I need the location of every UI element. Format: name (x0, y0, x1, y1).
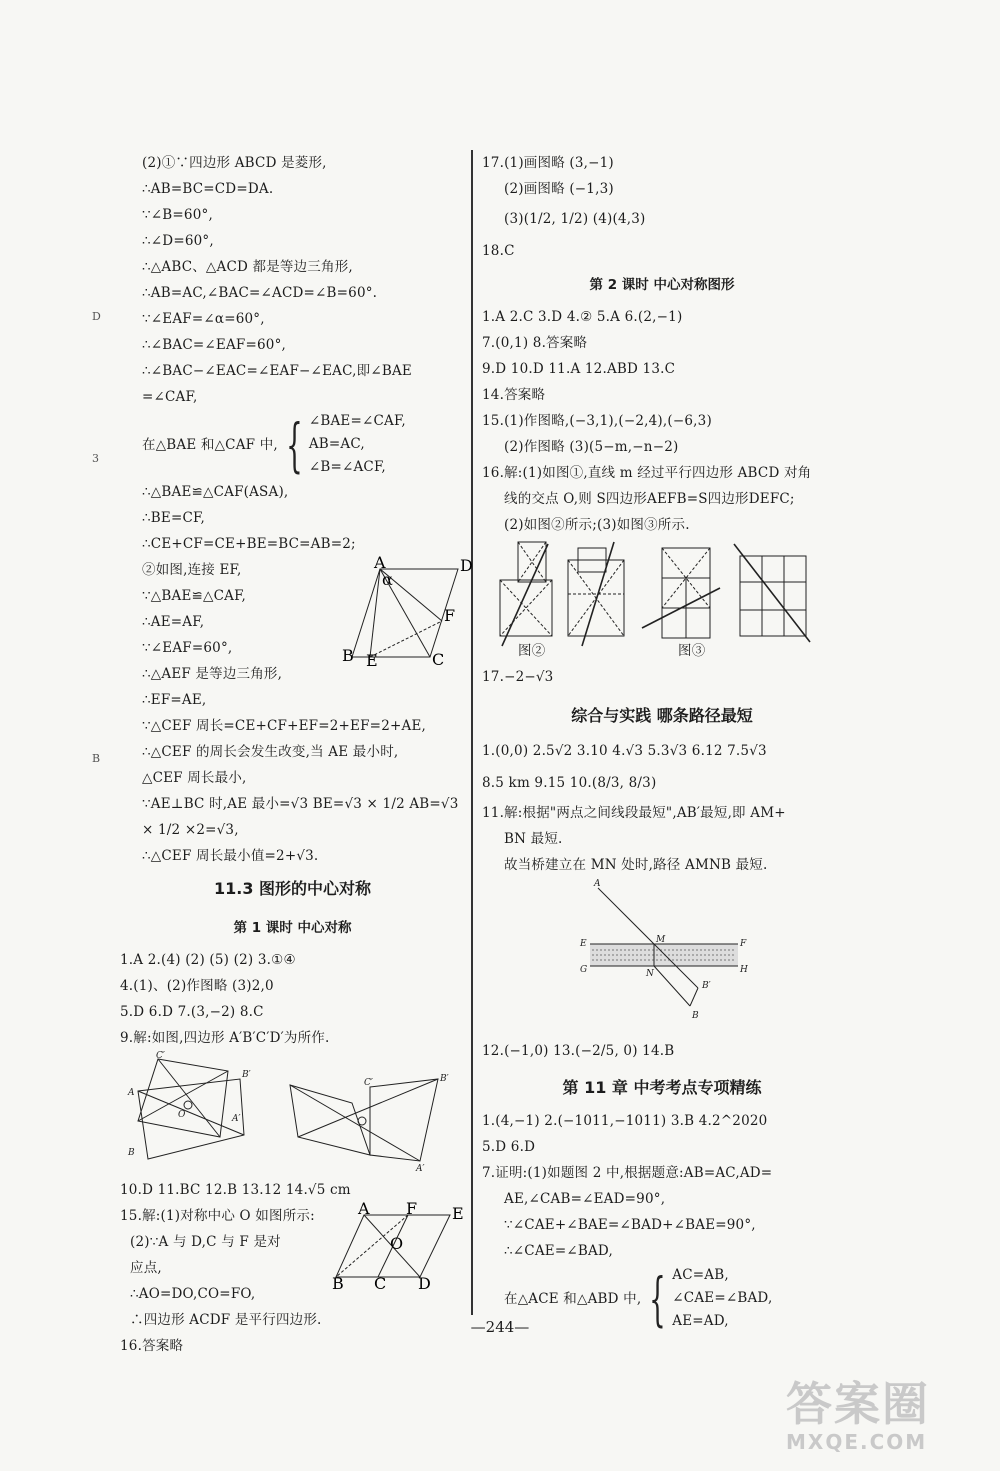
svg-text:B: B (332, 1274, 344, 1293)
answer-line: 8.5 km 9.15 10.(8/3, 8/3) (482, 775, 657, 791)
text-line: ∴BE=CF, (142, 510, 205, 526)
answer-line: 5.D 6.D 7.(3,−2) 8.C (120, 1004, 264, 1020)
answer-line: 1.(4,−1) 2.(−1011,−1011) 3.B 4.2^2020 (482, 1113, 768, 1129)
svg-text:C′: C′ (156, 1051, 165, 1061)
condition: AB=AC, (308, 436, 365, 452)
svg-text:A: A (358, 1199, 370, 1218)
svg-text:B′: B′ (440, 1074, 449, 1084)
svg-text:M: M (656, 935, 666, 945)
condition: AE=AD, (672, 1313, 729, 1329)
answer-line: 4.(1)、(2)作图略 (3)2,0 (120, 978, 274, 994)
answer-line: 15.(1)作图略,(−3,1),(−2,4),(−6,3) (482, 413, 712, 429)
answer-line: (2)∵A 与 D,C 与 F 是对 (130, 1234, 281, 1250)
text-line: (2)①∵四边形 ABCD 是菱形, (142, 155, 327, 171)
svg-text:O: O (178, 1110, 186, 1120)
q15-block (120, 1199, 465, 1333)
point-label-b: B (342, 646, 354, 665)
svg-text:B′: B′ (702, 981, 711, 991)
svg-text:A′: A′ (416, 1164, 425, 1174)
text-line: ∵∠B=60°, (142, 207, 213, 223)
margin-mark: D (92, 310, 101, 323)
answer-line: 7.证明:(1)如题图 2 中,根据题意:AB=AC,AD= (482, 1165, 773, 1181)
point-label-a: A (374, 553, 386, 572)
svg-text:O: O (390, 1234, 404, 1253)
text-line: ∵△CEF 周长=CE+CF+EF=2+EF=2+AE, (142, 718, 426, 734)
point-label-f: F (444, 606, 456, 625)
answer-line: (3)(1/2, 1/2) (4)(4,3) (504, 211, 646, 227)
text-line: ∴△BAE≌△CAF(ASA), (142, 484, 289, 500)
conditions-prefix: 在△ACE 和△ABD 中, (504, 1290, 642, 1307)
text-line: ∴EF=AE, (142, 692, 207, 708)
text-line: ∴△CEF 周长最小值=2+√3. (142, 848, 319, 864)
svg-text:N: N (646, 969, 654, 979)
answer-line: (2)作图略 (3)(5−m,−n−2) (504, 439, 679, 455)
answer-line: 故当桥建立在 MN 处时,路径 AMNB 最短. (504, 857, 768, 873)
conditions-list (309, 410, 406, 479)
svg-text:A: A (128, 1088, 135, 1098)
answer-line: 9.D 10.D 11.A 12.ABD 13.C (482, 361, 676, 377)
svg-text:C: C (374, 1274, 387, 1293)
text-line: ∴△CEF 的周长会发生改变,当 AE 最小时, (142, 744, 399, 760)
margin-mark: 3 (92, 452, 99, 465)
condition: AC=AB, (672, 1267, 729, 1283)
answer-line: 11.解:根据"两点之间线段最短",AB′最短,即 AM+ (482, 805, 786, 821)
answer-line: 1.A 2.C 3.D 4.② 5.A 6.(2,−1) (482, 309, 683, 325)
svg-text:B′: B′ (242, 1070, 251, 1080)
watermark-url: MXQE.COM (786, 1430, 928, 1454)
svg-text:E: E (580, 939, 587, 949)
figure-caption: 图③ (678, 643, 706, 659)
answer-line: 应点, (130, 1260, 162, 1276)
svg-text:A: A (594, 879, 601, 889)
svg-text:B: B (128, 1148, 135, 1158)
right-column (482, 150, 842, 1333)
svg-text:D: D (418, 1274, 431, 1293)
svg-text:F: F (406, 1199, 418, 1218)
svg-text:A′: A′ (232, 1114, 241, 1124)
answer-line: (2)画图略 (−1,3) (504, 181, 614, 197)
answer-line: 9.解:如图,四边形 A′B′C′D′为所作. (120, 1030, 330, 1046)
text-line: ∴∠BAC=∠EAF=60°, (142, 337, 287, 353)
answer-line: 线的交点 O,则 S四边形AEFB=S四边形DEFC; (504, 491, 795, 507)
answer-line: 1.(0,0) 2.5√2 3.10 4.√3 5.3√3 6.12 7.5√3 (482, 743, 767, 759)
point-label-e: E (366, 651, 378, 670)
section-title: 11.3 图形的中心对称 (213, 879, 372, 898)
point-label-c: C (432, 650, 445, 669)
svg-text:E: E (452, 1204, 464, 1223)
lesson-title: 第 1 课时 中心对称 (233, 920, 352, 936)
text-line: ∴∠BAC−∠EAC=∠EAF−∠EAC,即∠BAE (142, 363, 412, 379)
answer-line: 16.答案略 (120, 1338, 184, 1354)
text-line: ∴CE+CF=CE+BE=BC=AB=2; (142, 536, 356, 552)
section-title: 综合与实践 哪条路径最短 (571, 706, 753, 725)
text-line: ∴∠D=60°, (142, 233, 214, 249)
answer-line: 7.(0,1) 8.答案略 (482, 335, 588, 351)
answer-line: 16.解:(1)如图①,直线 m 经过平行四边形 ABCD 对角 (482, 465, 812, 481)
text-line: × 1/2 ×2=√3, (142, 822, 239, 838)
point-label-d: D (460, 556, 473, 575)
text-line: ∴△AEF 是等边三角形, (142, 666, 283, 682)
text-line: =∠CAF, (142, 389, 198, 405)
parallelogram-figure (332, 1199, 464, 1295)
svg-text:B: B (692, 1011, 699, 1021)
answer-line: BN 最短. (504, 831, 563, 847)
left-column (120, 150, 473, 1359)
figure-caption: 图② (518, 643, 546, 659)
lesson-title: 第 2 课时 中心对称图形 (589, 277, 735, 293)
text-line: ∴AB=BC=CD=DA. (142, 181, 274, 197)
answer-line: ∴AO=DO,CO=FO, (130, 1286, 256, 1302)
answer-line: 15.解:(1)对称中心 O 如图所示: (120, 1208, 315, 1224)
symmetry-figures (120, 1051, 465, 1177)
rhombus-figure (330, 553, 473, 670)
answer-line: AE,∠CAB=∠EAD=90°, (504, 1191, 666, 1207)
condition: ∠B=∠ACF, (308, 459, 386, 475)
triangle-conditions (120, 410, 465, 479)
conditions-prefix: 在△BAE 和△CAF 中, (142, 436, 278, 453)
text-line: ∵AE⊥BC 时,AE 最小=√3 BE=√3 × 1/2 AB=√3 (142, 796, 459, 812)
answer-line: 18.C (482, 243, 515, 259)
text-line: ∵△BAE≌△CAF, (142, 588, 247, 604)
condition: ∠BAE=∠CAF, (308, 413, 406, 429)
column-divider (471, 150, 473, 1315)
answer-line: 12.(−1,0) 13.(−2/5, 0) 14.B (482, 1043, 675, 1059)
watermark-logo (786, 1368, 986, 1463)
text-line: ∴AE=AF, (142, 614, 205, 630)
page-number: —244— (470, 1318, 530, 1336)
bridge-figure (482, 878, 842, 1034)
angle-label-alpha: α (382, 570, 393, 589)
watermark-text: 答案圈 (786, 1377, 930, 1431)
brace-symbol: { (649, 1264, 667, 1333)
grid-figures (482, 538, 842, 664)
answer-line: ∴∠CAE=∠BAD, (504, 1243, 613, 1259)
svg-text:H: H (740, 965, 748, 975)
answer-line: 17.−2−√3 (482, 669, 554, 685)
text-line: ②如图,连接 EF, (142, 562, 242, 578)
answer-line: 10.D 11.BC 12.B 13.12 14.√5 cm (120, 1182, 351, 1198)
answer-line: ∵∠CAE+∠BAE=∠BAD+∠BAE=90°, (504, 1217, 756, 1233)
brace-symbol: { (286, 410, 303, 479)
svg-text:G: G (580, 965, 588, 975)
text-line: △CEF 周长最小, (142, 770, 247, 786)
condition: ∠CAE=∠BAD, (672, 1290, 773, 1306)
text-line: ∵∠EAF=∠α=60°, (142, 311, 265, 327)
answer-line: 1.A 2.(4) (2) (5) (2) 3.①④ (120, 952, 296, 968)
section-title: 第 11 章 中考考点专项精练 (562, 1078, 762, 1097)
answer-line: 17.(1)画图略 (3,−1) (482, 155, 614, 171)
text-line: ∴△ABC、△ACD 都是等边三角形, (142, 259, 353, 275)
margin-mark: B (92, 752, 101, 765)
proof-block (120, 479, 473, 869)
text-line: ∵∠EAF=60°, (142, 640, 233, 656)
answer-line: ∴四边形 ACDF 是平行四边形. (130, 1312, 322, 1328)
answer-line: (2)如图②所示;(3)如图③所示. (504, 517, 690, 533)
svg-text:C′: C′ (364, 1078, 373, 1088)
text-line: ∴AB=AC,∠BAC=∠ACD=∠B=60°. (142, 285, 378, 301)
answer-line: 14.答案略 (482, 387, 546, 403)
svg-text:F: F (740, 939, 747, 949)
answer-line: 5.D 6.D (482, 1139, 536, 1155)
